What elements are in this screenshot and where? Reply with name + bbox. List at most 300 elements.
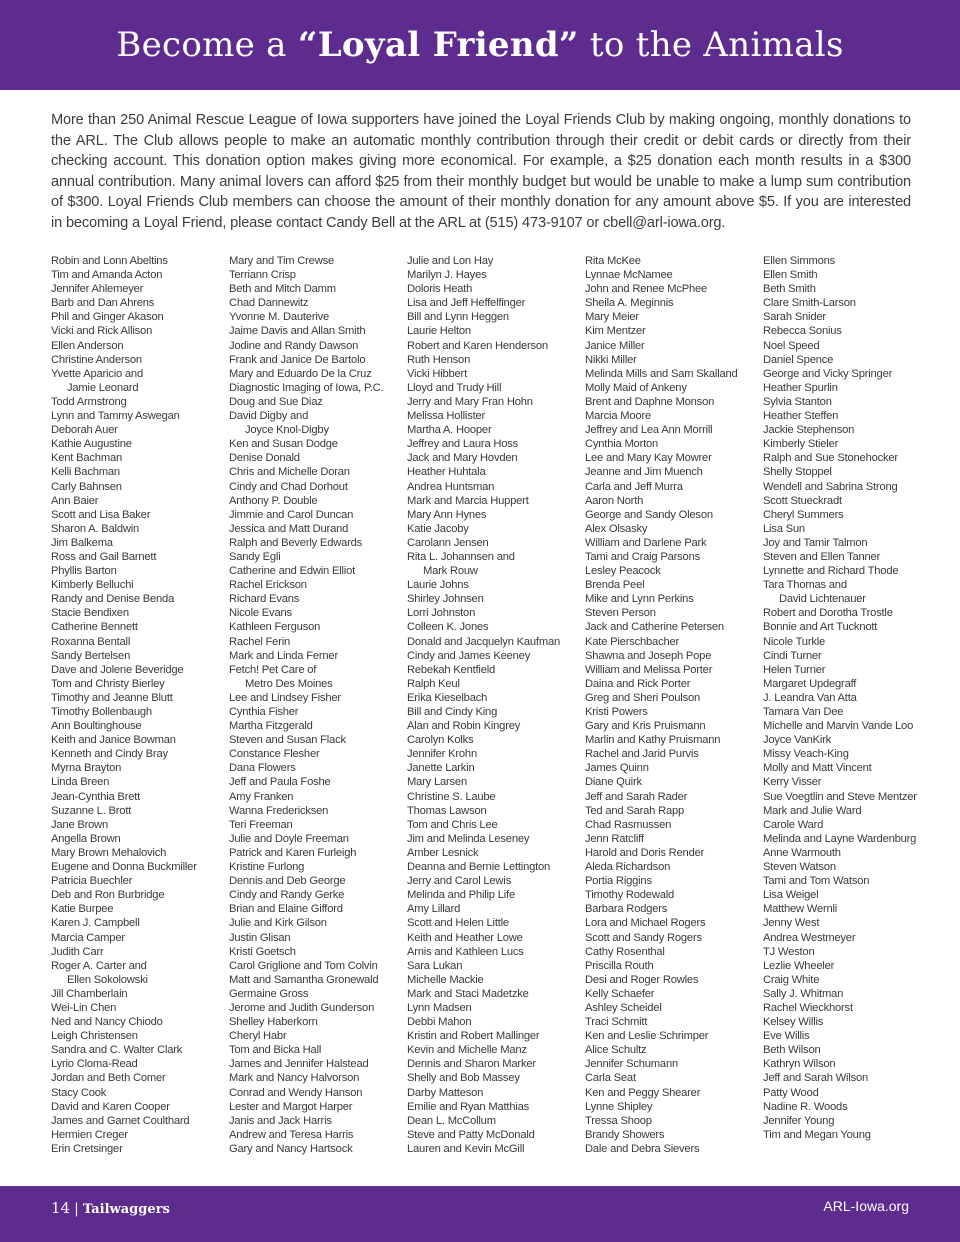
donor-name: Alice Schultz	[585, 1044, 647, 1057]
donor-name: Ellen Anderson	[51, 339, 124, 352]
donor-name: Cindy and James Keeney	[407, 649, 531, 662]
donor-name: Dennis and Sharon Marker	[407, 1058, 536, 1071]
donor-name: Margaret Updegraff	[763, 677, 857, 690]
donor-name: Jaime Davis and Allan Smith	[229, 325, 366, 338]
donor-name: Lynn Madsen	[407, 1001, 472, 1014]
donor-name: Doloris Heath	[407, 283, 473, 296]
footer-band	[0, 1186, 960, 1242]
donor-name: Mark and Marcia Huppert	[407, 494, 529, 507]
donor-name: Nicole Turkle	[763, 635, 826, 648]
donor-name: Robert and Dorotha Trostle	[763, 607, 893, 620]
donor-name: Mary Brown Mehalovich	[51, 846, 167, 859]
donor-column-2	[229, 254, 383, 1156]
donor-name: Doug and Sue Diaz	[229, 395, 323, 408]
donor-name: Robin and Lonn Abeltins	[51, 255, 168, 267]
donor-name: Julie and Kirk Gilson	[229, 917, 327, 930]
donor-name: Tami and Tom Watson	[763, 875, 870, 888]
donor-name: Bonnie and Art Tucknott	[763, 621, 878, 634]
donor-name: Dennis and Deb George	[229, 875, 346, 888]
donor-name: Linda Breen	[51, 776, 110, 789]
title-prefix: Become a	[116, 25, 298, 65]
donor-name: Nicole Evans	[229, 607, 292, 620]
donor-name: George and Sandy Oleson	[585, 508, 713, 521]
donor-name: Bill and Cindy King	[407, 706, 498, 718]
donor-name: Carol Griglione and Tom Colvin	[229, 959, 378, 972]
donor-name: Carolann Jensen	[407, 536, 489, 549]
donor-name: Jeanne and Jim Muench	[585, 466, 703, 479]
donor-name: Arnis and Kathleen Lucs	[407, 945, 524, 958]
donor-name: Jimmie and Carol Duncan	[229, 508, 354, 521]
donor-name: Karen J. Campbell	[51, 917, 140, 930]
donor-name: Cindi Turner	[763, 649, 822, 662]
donor-name: James Quinn	[585, 762, 649, 775]
donor-name: Lisa Weigel	[763, 889, 819, 902]
donor-name: Desi and Roger Rowles	[585, 973, 699, 986]
header-band	[0, 0, 960, 90]
donor-name: Gary and Kris Pruismann	[585, 720, 706, 733]
donor-name: Steven and Susan Flack	[229, 734, 346, 747]
donor-name: Mark Rouw	[423, 565, 478, 578]
donor-name: Terriann Crisp	[229, 269, 296, 282]
donor-name: Brenda Peel	[585, 579, 645, 592]
donor-name: Angella Brown	[51, 832, 121, 845]
donor-name: Aaron North	[585, 494, 644, 507]
donor-name: Kent Bachman	[51, 452, 122, 465]
donor-name: Joy and Tamir Talmon	[763, 536, 868, 549]
donor-name: Chad Dannewitz	[229, 297, 309, 310]
footer-separator: |	[74, 1201, 79, 1217]
donor-name: Jerry and Mary Fran Hohn	[407, 395, 533, 408]
donor-name: Conrad and Wendy Hanson	[229, 1086, 363, 1099]
donor-name: Heather Steffen	[763, 410, 839, 423]
donor-name: Brian and Elaine Gifford	[229, 903, 343, 916]
donor-name: Metro Des Moines	[245, 677, 333, 690]
donor-name: Nadine R. Woods	[763, 1100, 848, 1113]
donor-name: Kimberly Stieler	[763, 438, 839, 451]
donor-name: Kimberly Belluchi	[51, 579, 134, 592]
donor-name: Janette Larkin	[407, 762, 475, 775]
donor-name: James and Jennifer Halstead	[229, 1058, 369, 1071]
donor-name: Sally J. Whitman	[763, 987, 844, 1000]
donor-name: Lesley Peacock	[585, 565, 661, 578]
donor-column-1	[51, 254, 197, 1156]
donor-name: Jackie Stephenson	[763, 424, 855, 437]
donor-name: Keith and Janice Bowman	[51, 734, 176, 747]
donor-name: Jamie Leonard	[67, 381, 139, 394]
donor-name: Marcia Moore	[585, 410, 651, 423]
donor-name: Jack and Catherine Petersen	[585, 621, 724, 634]
donor-name: Carly Bahnsen	[51, 480, 122, 493]
donor-name: Matt and Samantha Gronewald	[229, 973, 379, 986]
donor-name: Ann Boultinghouse	[51, 720, 142, 733]
donor-name: Jeff and Paula Foshe	[229, 776, 331, 789]
footer-publication-info	[51, 1199, 170, 1217]
donor-column-3	[407, 254, 560, 1156]
donor-name: Debbi Mahon	[407, 1016, 472, 1029]
donor-name: Barbara Rodgers	[585, 903, 668, 916]
donor-name: Helen Turner	[763, 663, 826, 676]
donor-name: Ned and Nancy Chiodo	[51, 1016, 163, 1029]
donor-name: Steven Person	[585, 607, 656, 620]
donor-name: Ashley Scheidel	[585, 1001, 662, 1014]
donor-name: Ken and Peggy Shearer	[585, 1086, 701, 1099]
donor-name: David Digby and	[229, 410, 309, 423]
donor-name: Kate Pierschbacher	[585, 635, 680, 648]
donor-name: Julie and Doyle Freeman	[229, 832, 349, 845]
page-title	[116, 25, 843, 65]
donor-name: Rebekah Kentfield	[407, 663, 496, 676]
donor-name: Jeff and Sarah Rader	[585, 790, 688, 803]
donor-name: Anne Warmouth	[763, 846, 841, 859]
donor-name: Deb and Ron Burbridge	[51, 889, 165, 902]
donor-name: Alex Olsasky	[585, 522, 648, 535]
donor-name: Lynne Shipley	[585, 1100, 653, 1113]
donor-name: Kerry Visser	[763, 776, 822, 789]
donor-name: Chris and Michelle Doran	[229, 466, 350, 479]
donor-name: Yvonne M. Dauterive	[229, 311, 330, 324]
donor-name: Mary Ann Hynes	[407, 508, 487, 521]
donor-name: Vicki Hibbert	[407, 367, 467, 380]
donor-name: Frank and Janice De Bartolo	[229, 353, 366, 366]
donor-name: Sharon A. Baldwin	[51, 522, 140, 535]
donor-name: Jenn Ratcliff	[585, 832, 644, 845]
donor-name: Jane Brown	[51, 818, 109, 831]
donor-name: Marlin and Kathy Pruismann	[585, 734, 721, 747]
donor-name: Denise Donald	[229, 452, 300, 465]
donor-name: Daniel Spence	[763, 353, 834, 366]
donor-name: Mark and Nancy Halvorson	[229, 1072, 360, 1085]
donor-name: Cindy and Chad Dorhout	[229, 480, 348, 493]
intro-paragraph: More than 250 Animal Rescue League of Iowa supporters have joined the Loyal Friends Club by making ongoing, monthly donations to the ARL. The Club allows people to make an automatic monthly contribution through their credit or debit cards or directly from their checking account. This donation option makes giving more economical. For example, a $25 donation each month results in a $300 annual contribution. Many animal lovers can afford $25 from their monthly budget but would be unable to make a lump sum contribution of $300. Loyal Friends Club members can choose the amount of their monthly donation for any amount above $5. If you are interested in becoming a Loyal Friend, please contact Candy Bell at the ARL at (515) 473-9107 or cbell@arl-iowa.org.	[51, 112, 911, 231]
donor-name: Christine Anderson	[51, 353, 142, 366]
donor-name: Greg and Sheri Poulson	[585, 691, 701, 704]
donor-name: Timothy Rodewald	[585, 889, 675, 902]
donor-name: Cindy and Randy Gerke	[229, 889, 345, 902]
donor-name: Ralph and Beverly Edwards	[229, 536, 363, 549]
donor-name: Cheryl Habr	[229, 1030, 287, 1043]
donor-name: Janice Miller	[585, 339, 645, 352]
donor-name: Gary and Nancy Hartsock	[229, 1142, 353, 1155]
donor-name: Catherine Bennett	[51, 621, 138, 634]
donor-name: Ted and Sarah Rapp	[585, 804, 685, 817]
title-emphasis: “Loyal Friend”	[297, 25, 579, 65]
donor-name: Ken and Susan Dodge	[229, 438, 338, 451]
donor-name: Dana Flowers	[229, 762, 296, 775]
donor-name: Tom and Chris Lee	[407, 818, 498, 831]
donor-name: Ellen Simmons	[763, 255, 836, 267]
donor-name: Cynthia Morton	[585, 438, 659, 451]
donor-name: Julie and Lon Hay	[407, 255, 494, 267]
donor-name: James and Garnet Coulthard	[51, 1114, 190, 1127]
donor-name: Dale and Debra Sievers	[585, 1142, 700, 1155]
donor-name: Martha A. Hooper	[407, 424, 492, 437]
page-number: 14	[51, 1199, 71, 1217]
donor-name: Phyllis Barton	[51, 565, 117, 578]
donor-name: Deborah Auer	[51, 424, 118, 437]
donor-name: Lee and Mary Kay Mowrer	[585, 452, 712, 465]
donor-name: William and Melissa Porter	[585, 663, 713, 676]
donor-name: Eugene and Donna Buckmiller	[51, 861, 197, 874]
donor-name: Jeffrey and Laura Hoss	[407, 438, 519, 451]
donor-name: Shirley Johnsen	[407, 593, 484, 606]
donor-name: Daina and Rick Porter	[585, 677, 691, 690]
donor-name: Joyce VanKirk	[763, 734, 832, 747]
donor-name: Lezlie Wheeler	[763, 959, 835, 972]
donor-name: Cheryl Summers	[763, 508, 844, 521]
donor-name: Ralph Keul	[407, 677, 460, 690]
donor-name: Carole Ward	[763, 818, 824, 831]
donor-name: Fetch! Pet Care of	[229, 663, 317, 676]
donor-name: Jeff and Sarah Wilson	[763, 1072, 869, 1085]
donor-name: Lynn and Tammy Aswegan	[51, 410, 180, 423]
donor-name: Justin Glisan	[229, 931, 291, 944]
donor-name: Kathleen Ferguson	[229, 621, 321, 634]
donor-name: Andrea Huntsman	[407, 480, 495, 493]
donor-name: Kathryn Wilson	[763, 1058, 836, 1071]
donor-name: Tom and Christy Bierley	[51, 677, 165, 690]
donor-name: Cynthia Fisher	[229, 706, 299, 718]
donor-name: Laurie Johns	[407, 579, 469, 592]
donor-name: Diane Quirk	[585, 776, 642, 789]
donor-name: Brandy Showers	[585, 1128, 665, 1141]
donor-name: David and Karen Cooper	[51, 1100, 170, 1113]
donor-name: Laurie Helton	[407, 325, 471, 338]
donor-name: Ruth Henson	[407, 353, 471, 366]
donor-name: Amber Lesnick	[407, 846, 479, 859]
donor-name: Jordan and Beth Comer	[51, 1072, 166, 1085]
donor-name: Beth Wilson	[763, 1044, 821, 1057]
donor-name: Michelle Mackie	[407, 973, 484, 986]
publication-name: Tailwaggers	[82, 1202, 170, 1217]
donor-name: Noel Speed	[763, 339, 820, 352]
donor-name: Nikki Miller	[585, 353, 637, 366]
donor-name: Kevin and Michelle Manz	[407, 1044, 527, 1057]
donor-name: Jennifer Ahlemeyer	[51, 283, 144, 296]
donor-name: Harold and Doris Render	[585, 846, 705, 859]
donor-name: Mary Larsen	[407, 776, 467, 789]
donor-name: Patty Wood	[763, 1086, 819, 1099]
title-suffix: to the Animals	[578, 25, 844, 65]
donor-name: Chad Rasmussen	[585, 818, 672, 831]
donor-name: Anthony P. Double	[229, 494, 318, 507]
donor-name: Rita McKee	[585, 255, 641, 267]
donor-name: Scott and Sandy Rogers	[585, 931, 702, 944]
donor-name: Bill and Lynn Heggen	[407, 311, 509, 324]
donor-name: Kristin and Robert Mallinger	[407, 1030, 540, 1043]
donor-name: Catherine and Edwin Elliot	[229, 565, 356, 578]
donor-name: Jack and Mary Hovden	[407, 452, 518, 465]
donor-name: Lauren and Kevin McGill	[407, 1142, 525, 1155]
donor-name: Jerome and Judith Gunderson	[229, 1001, 375, 1014]
donor-name: Barb and Dan Ahrens	[51, 297, 155, 310]
donor-name: Melinda and Philip Life	[407, 889, 515, 902]
donor-name: Traci Schmitt	[585, 1016, 648, 1029]
donor-name: Ann Baier	[51, 494, 99, 507]
donor-name: Tressa Shoop	[585, 1114, 652, 1127]
donor-name: Mark and Linda Ferner	[229, 649, 338, 662]
donor-name: Jeffrey and Lea Ann Morrill	[585, 424, 713, 437]
donor-name: Diagnostic Imaging of Iowa, P.C.	[229, 381, 384, 394]
donor-name: Mark and Staci Madetzke	[407, 987, 529, 1000]
donor-name: Shelley Haberkorn	[229, 1016, 318, 1029]
donor-name: Randy and Denise Benda	[51, 593, 175, 606]
donor-name: Cathy Rosenthal	[585, 945, 665, 958]
donor-name: Rachel Ferin	[229, 635, 291, 648]
donor-name: Alan and Robin Kingrey	[407, 720, 521, 733]
donor-name: Rachel and Jarid Purvis	[585, 748, 699, 761]
donor-name: Jennifer Schumann	[585, 1058, 678, 1071]
donor-name: Darby Matteson	[407, 1086, 484, 1099]
donor-name: Beth Smith	[763, 283, 816, 296]
donor-name: Sandy Egli	[229, 550, 281, 563]
donor-name: Lisa Sun	[763, 522, 805, 535]
donor-name: Joyce Knol-Digby	[245, 424, 329, 437]
donor-name: Sheila A. Meginnis	[585, 297, 674, 310]
donor-name: Katie Jacoby	[407, 522, 469, 535]
donor-name: Hermien Creger	[51, 1128, 128, 1141]
donor-name: Missy Veach-King	[763, 748, 849, 761]
donor-name: Marcia Camper	[51, 931, 125, 944]
donor-name: Marilyn J. Hayes	[407, 269, 487, 282]
donor-name: Jessica and Matt Durand	[229, 522, 349, 535]
donor-column-5	[763, 254, 917, 1142]
donor-name: Phil and Ginger Akason	[51, 311, 164, 324]
donor-name: Jerry and Carol Lewis	[407, 875, 511, 888]
donor-name: Tami and Craig Parsons	[585, 550, 700, 563]
donor-name: Kristi Goetsch	[229, 945, 296, 958]
donor-name: Steven Watson	[763, 861, 836, 874]
donor-name: Kelli Bachman	[51, 466, 120, 479]
donor-name: Mark and Julie Ward	[763, 804, 862, 817]
donor-name: Emilie and Ryan Matthias	[407, 1100, 530, 1113]
donor-name: Amy Lillard	[407, 903, 461, 916]
donor-name: Richard Evans	[229, 593, 300, 606]
donor-name: Brent and Daphne Monson	[585, 395, 715, 408]
donor-name: Molly Maid of Ankeny	[585, 381, 687, 394]
donor-name: Todd Armstrong	[51, 395, 127, 408]
donor-name: Matthew Wernli	[763, 903, 838, 916]
donor-name: John and Renee McPhee	[585, 283, 708, 296]
donor-name: Ross and Gail Barnett	[51, 550, 157, 563]
donor-name: Tamara Van Dee	[763, 706, 844, 718]
donor-name: Scott and Helen Little	[407, 917, 509, 930]
donor-name: Portia Riggins	[585, 875, 652, 888]
donor-name: Yvette Aparicio and	[51, 367, 143, 380]
donor-name: Ralph and Sue Stonehocker	[763, 452, 898, 465]
donor-name: Stacy Cook	[51, 1086, 107, 1099]
donor-name: William and Darlene Park	[585, 536, 707, 549]
donor-name: Melinda and Layne Wardenburg	[763, 832, 917, 845]
donor-name: Rachel Wieckhorst	[763, 1001, 853, 1014]
donor-name: Germaine Gross	[229, 987, 309, 1000]
donor-name: Suzanne L. Brott	[51, 804, 132, 817]
donor-name: David Lichtenauer	[779, 593, 866, 606]
donor-name: Lloyd and Trudy Hill	[407, 381, 502, 394]
donor-name: Robert and Karen Henderson	[407, 339, 548, 352]
donor-name: Steve and Patty McDonald	[407, 1128, 535, 1141]
donor-name: Lynnae McNamee	[585, 269, 673, 282]
donor-name: Craig White	[763, 973, 820, 986]
donor-name: Sarah Snider	[763, 311, 826, 324]
donor-name: Scott Stueckradt	[763, 494, 842, 507]
donor-name: Keith and Heather Lowe	[407, 931, 523, 944]
donor-name: Jean-Cynthia Brett	[51, 790, 141, 803]
donor-name: Tim and Amanda Acton	[51, 269, 163, 282]
donor-name: Shelly and Bob Massey	[407, 1072, 520, 1085]
donor-name: Ellen Smith	[763, 269, 818, 282]
donor-name: Wendell and Sabrina Strong	[763, 480, 898, 493]
donor-name: TJ Weston	[763, 945, 815, 958]
donor-names-grid	[51, 254, 929, 1166]
donor-name: Mary Meier	[585, 311, 639, 324]
donor-name: Mary and Tim Crewse	[229, 255, 334, 267]
donor-name: Priscilla Routh	[585, 959, 654, 972]
donor-name: Ken and Leslie Schrimper	[585, 1030, 709, 1043]
donor-name: Wanna Fredericksen	[229, 804, 329, 817]
donor-name: Kristi Powers	[585, 706, 648, 718]
donor-name: Ellen Sokolowski	[67, 973, 148, 986]
donor-name: Timothy and Jeanne Blutt	[51, 691, 173, 704]
donor-name: Myrna Brayton	[51, 762, 122, 775]
donor-name: Jenny West	[763, 917, 820, 930]
donor-name: Jim Balkema	[51, 536, 113, 549]
website-link[interactable]: ARL-Iowa.org	[823, 1198, 909, 1214]
donor-name: Lynnette and Richard Thode	[763, 565, 899, 578]
donor-name: Kim Mentzer	[585, 325, 646, 338]
donor-name: Eve Willis	[763, 1030, 810, 1043]
donor-name: Shelly Stoppel	[763, 466, 832, 479]
donor-name: Kenneth and Cindy Bray	[51, 748, 168, 761]
donor-name: Sandy Bertelsen	[51, 649, 131, 662]
donor-name: Donald and Jacquelyn Kaufman	[407, 635, 560, 648]
donor-name: George and Vicky Springer	[763, 367, 893, 380]
donor-name: Sue Voegtlin and Steve Mentzer	[763, 790, 917, 803]
donor-name: Dean L. McCollum	[407, 1114, 496, 1127]
donor-name: J. Leandra Van Atta	[763, 691, 857, 704]
donor-name: Wei-Lin Chen	[51, 1001, 117, 1014]
donor-name: Jim and Melinda Leseney	[407, 832, 530, 845]
donor-name: Jennifer Young	[763, 1114, 835, 1127]
donor-name: Carla Seat	[585, 1072, 636, 1085]
donor-name: Janis and Jack Harris	[229, 1114, 332, 1127]
donor-name: Sara Lukan	[407, 959, 463, 972]
donor-name: Katie Burpee	[51, 903, 114, 916]
donor-name: Lora and Michael Rogers	[585, 917, 706, 930]
donor-name: Stacie Bendixen	[51, 607, 129, 620]
donor-name: Martha Fitzgerald	[229, 720, 313, 733]
donor-name: Patricia Buechler	[51, 875, 133, 888]
donor-name: Rebecca Sonius	[763, 325, 842, 338]
donor-name: Dave and Jolene Beveridge	[51, 663, 184, 676]
donor-name: Lyrio Cloma-Read	[51, 1058, 138, 1071]
donor-name: Heather Huhtala	[407, 466, 486, 479]
donor-name: Thomas Lawson	[407, 804, 487, 817]
donor-name: Erin Cretsinger	[51, 1142, 123, 1155]
donor-name: Melinda Mills and Sam Skalland	[585, 367, 738, 380]
donor-name: Sylvia Stanton	[763, 395, 832, 408]
donor-name: Mike and Lynn Perkins	[585, 593, 694, 606]
donor-name: Roxanna Bentall	[51, 635, 131, 648]
donor-name: Lisa and Jeff Heffelfinger	[407, 297, 526, 310]
donor-name: Deanna and Bernie Lettington	[407, 861, 551, 874]
donor-name: Rachel Erickson	[229, 579, 307, 592]
donor-name: Carolyn Kolks	[407, 734, 474, 747]
donor-name: Andrew and Teresa Harris	[229, 1128, 354, 1141]
donor-name: Roger A. Carter and	[51, 959, 147, 972]
donor-name: Kathie Augustine	[51, 438, 132, 451]
donor-name: Rita L. Johannsen and	[407, 550, 515, 563]
donor-name: Amy Franken	[229, 790, 294, 803]
